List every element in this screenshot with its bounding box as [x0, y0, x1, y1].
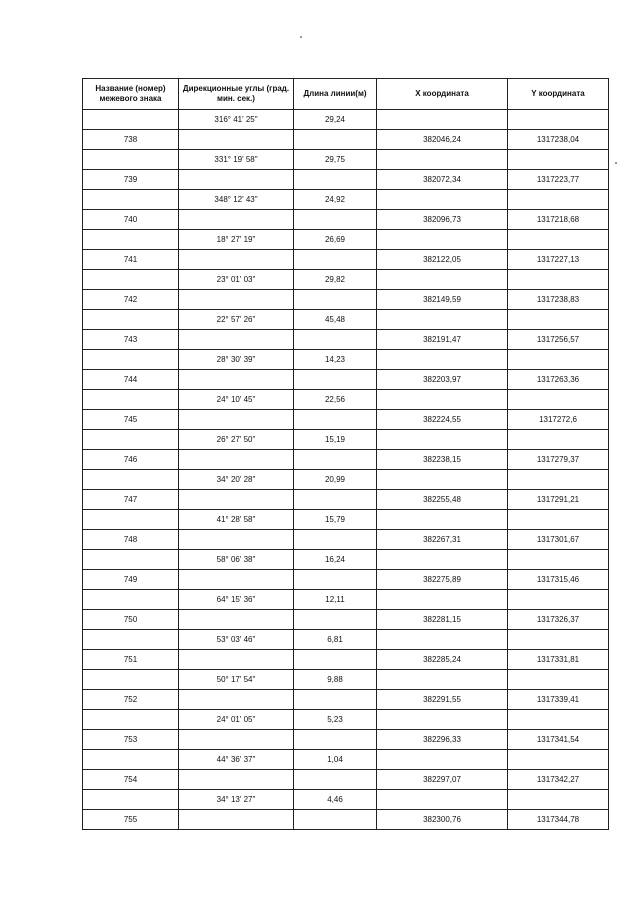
point-row [83, 650, 609, 670]
point-row [83, 290, 609, 310]
segment-length: 5,23 [294, 710, 377, 730]
table-body [83, 110, 609, 830]
point-row [83, 770, 609, 790]
segment-angle: 26° 27' 50" [179, 430, 294, 450]
scan-speck [300, 36, 302, 38]
point-x: 382297,07 [377, 770, 508, 790]
point-name: 747 [83, 490, 179, 510]
segment-name-cell [83, 150, 179, 170]
segment-name-cell [83, 790, 179, 810]
segment-y-cell [508, 550, 609, 570]
point-x: 382238,15 [377, 450, 508, 470]
segment-y-cell [508, 270, 609, 290]
point-x: 382255,48 [377, 490, 508, 510]
point-name: 741 [83, 250, 179, 270]
point-y: 1317227,13 [508, 250, 609, 270]
point-x: 382281,15 [377, 610, 508, 630]
point-angle-cell [179, 490, 294, 510]
segment-y-cell [508, 710, 609, 730]
point-length-cell [294, 650, 377, 670]
point-y: 1317341,54 [508, 730, 609, 750]
segment-x-cell [377, 230, 508, 250]
point-y: 1317291,21 [508, 490, 609, 510]
point-row [83, 730, 609, 750]
point-length-cell [294, 370, 377, 390]
segment-length: 22,56 [294, 390, 377, 410]
segment-x-cell [377, 150, 508, 170]
segment-y-cell [508, 470, 609, 490]
point-row [83, 130, 609, 150]
segment-x-cell [377, 630, 508, 650]
point-length-cell [294, 250, 377, 270]
segment-angle: 24° 01' 05" [179, 710, 294, 730]
segment-length: 4,46 [294, 790, 377, 810]
point-y: 1317301,67 [508, 530, 609, 550]
segment-angle: 23° 01' 03" [179, 270, 294, 290]
segment-angle: 41° 28' 58" [179, 510, 294, 530]
segment-name-cell [83, 430, 179, 450]
point-length-cell [294, 530, 377, 550]
point-row [83, 450, 609, 470]
point-angle-cell [179, 770, 294, 790]
point-x: 382072,34 [377, 170, 508, 190]
point-length-cell [294, 770, 377, 790]
segment-angle: 50° 17' 54" [179, 670, 294, 690]
segment-angle: 316° 41' 25" [179, 110, 294, 130]
point-length-cell [294, 730, 377, 750]
point-x: 382224,55 [377, 410, 508, 430]
point-x: 382267,31 [377, 530, 508, 550]
point-length-cell [294, 610, 377, 630]
segment-length: 16,24 [294, 550, 377, 570]
point-row [83, 490, 609, 510]
segment-row [83, 430, 609, 450]
point-angle-cell [179, 610, 294, 630]
point-name: 742 [83, 290, 179, 310]
coordinates-table [82, 78, 609, 830]
segment-y-cell [508, 110, 609, 130]
segment-angle: 64° 15' 36" [179, 590, 294, 610]
segment-length: 12,11 [294, 590, 377, 610]
segment-length: 24,92 [294, 190, 377, 210]
segment-name-cell [83, 470, 179, 490]
segment-y-cell [508, 150, 609, 170]
point-length-cell [294, 130, 377, 150]
point-angle-cell [179, 290, 294, 310]
point-name: 754 [83, 770, 179, 790]
point-x: 382291,55 [377, 690, 508, 710]
segment-angle: 53° 03' 46" [179, 630, 294, 650]
point-length-cell [294, 810, 377, 830]
point-y: 1317256,57 [508, 330, 609, 350]
segment-y-cell [508, 510, 609, 530]
point-row [83, 610, 609, 630]
header-y: Y координата [508, 79, 609, 110]
point-y: 1317331,81 [508, 650, 609, 670]
point-name: 740 [83, 210, 179, 230]
point-x: 382149,59 [377, 290, 508, 310]
point-name: 753 [83, 730, 179, 750]
point-row [83, 170, 609, 190]
header-angle: Дирекционные углы (град. мин. сек.) [179, 79, 294, 110]
point-name: 738 [83, 130, 179, 150]
point-angle-cell [179, 370, 294, 390]
point-name: 752 [83, 690, 179, 710]
point-row [83, 810, 609, 830]
point-angle-cell [179, 250, 294, 270]
point-name: 739 [83, 170, 179, 190]
point-name: 746 [83, 450, 179, 470]
segment-row [83, 630, 609, 650]
header-name: Название (номер) межевого знака [83, 79, 179, 110]
point-y: 1317342,27 [508, 770, 609, 790]
point-y: 1317238,83 [508, 290, 609, 310]
point-y: 1317339,41 [508, 690, 609, 710]
header-row [83, 79, 609, 110]
segment-x-cell [377, 270, 508, 290]
segment-length: 29,82 [294, 270, 377, 290]
segment-name-cell [83, 110, 179, 130]
segment-row [83, 150, 609, 170]
point-x: 382096,73 [377, 210, 508, 230]
point-length-cell [294, 570, 377, 590]
point-x: 382203,97 [377, 370, 508, 390]
segment-name-cell [83, 270, 179, 290]
point-name: 749 [83, 570, 179, 590]
segment-row [83, 790, 609, 810]
segment-angle: 22° 57' 26" [179, 310, 294, 330]
point-name: 751 [83, 650, 179, 670]
point-angle-cell [179, 450, 294, 470]
point-angle-cell [179, 130, 294, 150]
segment-name-cell [83, 350, 179, 370]
segment-angle: 28° 30' 39" [179, 350, 294, 370]
segment-x-cell [377, 670, 508, 690]
segment-length: 29,24 [294, 110, 377, 130]
point-y: 1317223,77 [508, 170, 609, 190]
segment-row [83, 390, 609, 410]
segment-row [83, 190, 609, 210]
segment-x-cell [377, 110, 508, 130]
segment-row [83, 310, 609, 330]
segment-length: 20,99 [294, 470, 377, 490]
point-y: 1317272,6 [508, 410, 609, 430]
point-angle-cell [179, 170, 294, 190]
point-row [83, 250, 609, 270]
point-row [83, 570, 609, 590]
segment-x-cell [377, 750, 508, 770]
segment-length: 6,81 [294, 630, 377, 650]
point-x: 382275,89 [377, 570, 508, 590]
point-x: 382285,24 [377, 650, 508, 670]
segment-row [83, 590, 609, 610]
segment-row [83, 710, 609, 730]
point-name: 745 [83, 410, 179, 430]
segment-length: 26,69 [294, 230, 377, 250]
point-angle-cell [179, 570, 294, 590]
segment-x-cell [377, 310, 508, 330]
segment-y-cell [508, 230, 609, 250]
point-row [83, 690, 609, 710]
segment-y-cell [508, 790, 609, 810]
point-length-cell [294, 410, 377, 430]
point-row [83, 370, 609, 390]
point-length-cell [294, 290, 377, 310]
point-length-cell [294, 170, 377, 190]
segment-angle: 58° 06' 38" [179, 550, 294, 570]
point-angle-cell [179, 730, 294, 750]
point-row [83, 410, 609, 430]
point-angle-cell [179, 530, 294, 550]
segment-y-cell [508, 430, 609, 450]
point-angle-cell [179, 210, 294, 230]
segment-name-cell [83, 590, 179, 610]
point-length-cell [294, 210, 377, 230]
segment-name-cell [83, 550, 179, 570]
point-y: 1317218,68 [508, 210, 609, 230]
point-x: 382296,33 [377, 730, 508, 750]
segment-length: 29,75 [294, 150, 377, 170]
segment-y-cell [508, 670, 609, 690]
segment-x-cell [377, 510, 508, 530]
segment-x-cell [377, 350, 508, 370]
point-length-cell [294, 450, 377, 470]
segment-name-cell [83, 670, 179, 690]
point-row [83, 330, 609, 350]
segment-angle: 34° 20' 28" [179, 470, 294, 490]
point-name: 743 [83, 330, 179, 350]
segment-row [83, 470, 609, 490]
segment-y-cell [508, 630, 609, 650]
point-x: 382046,24 [377, 130, 508, 150]
segment-length: 14,23 [294, 350, 377, 370]
segment-length: 9,88 [294, 670, 377, 690]
segment-length: 1,04 [294, 750, 377, 770]
segment-row [83, 110, 609, 130]
segment-name-cell [83, 310, 179, 330]
segment-length: 15,79 [294, 510, 377, 530]
segment-row [83, 350, 609, 370]
point-name: 755 [83, 810, 179, 830]
segment-y-cell [508, 310, 609, 330]
segment-x-cell [377, 470, 508, 490]
segment-name-cell [83, 630, 179, 650]
point-y: 1317263,36 [508, 370, 609, 390]
point-x: 382122,05 [377, 250, 508, 270]
segment-x-cell [377, 790, 508, 810]
point-y: 1317238,04 [508, 130, 609, 150]
point-length-cell [294, 330, 377, 350]
segment-row [83, 270, 609, 290]
segment-y-cell [508, 390, 609, 410]
segment-angle: 44° 36' 37" [179, 750, 294, 770]
segment-x-cell [377, 710, 508, 730]
point-angle-cell [179, 650, 294, 670]
point-name: 744 [83, 370, 179, 390]
segment-x-cell [377, 590, 508, 610]
segment-y-cell [508, 190, 609, 210]
scan-speck [615, 162, 617, 164]
segment-row [83, 550, 609, 570]
segment-y-cell [508, 750, 609, 770]
point-angle-cell [179, 690, 294, 710]
segment-row [83, 510, 609, 530]
segment-row [83, 670, 609, 690]
segment-angle: 34° 13' 27" [179, 790, 294, 810]
segment-y-cell [508, 590, 609, 610]
point-row [83, 210, 609, 230]
point-length-cell [294, 490, 377, 510]
segment-angle: 348° 12' 43" [179, 190, 294, 210]
point-x: 382300,76 [377, 810, 508, 830]
segment-length: 45,48 [294, 310, 377, 330]
segment-x-cell [377, 390, 508, 410]
point-length-cell [294, 690, 377, 710]
segment-angle: 331° 19' 58" [179, 150, 294, 170]
segment-row [83, 750, 609, 770]
point-angle-cell [179, 810, 294, 830]
segment-name-cell [83, 390, 179, 410]
segment-row [83, 230, 609, 250]
header-length: Длина линии(м) [294, 79, 377, 110]
segment-x-cell [377, 190, 508, 210]
point-angle-cell [179, 410, 294, 430]
segment-x-cell [377, 430, 508, 450]
segment-y-cell [508, 350, 609, 370]
point-y: 1317326,37 [508, 610, 609, 630]
segment-angle: 18° 27' 19" [179, 230, 294, 250]
segment-name-cell [83, 230, 179, 250]
point-name: 750 [83, 610, 179, 630]
point-x: 382191,47 [377, 330, 508, 350]
segment-angle: 24° 10' 45" [179, 390, 294, 410]
point-y: 1317344,78 [508, 810, 609, 830]
point-name: 748 [83, 530, 179, 550]
point-y: 1317315,46 [508, 570, 609, 590]
point-angle-cell [179, 330, 294, 350]
header-x: X координата [377, 79, 508, 110]
point-y: 1317279,37 [508, 450, 609, 470]
segment-x-cell [377, 550, 508, 570]
segment-name-cell [83, 750, 179, 770]
segment-name-cell [83, 510, 179, 530]
segment-name-cell [83, 710, 179, 730]
segment-length: 15,19 [294, 430, 377, 450]
point-row [83, 530, 609, 550]
segment-name-cell [83, 190, 179, 210]
